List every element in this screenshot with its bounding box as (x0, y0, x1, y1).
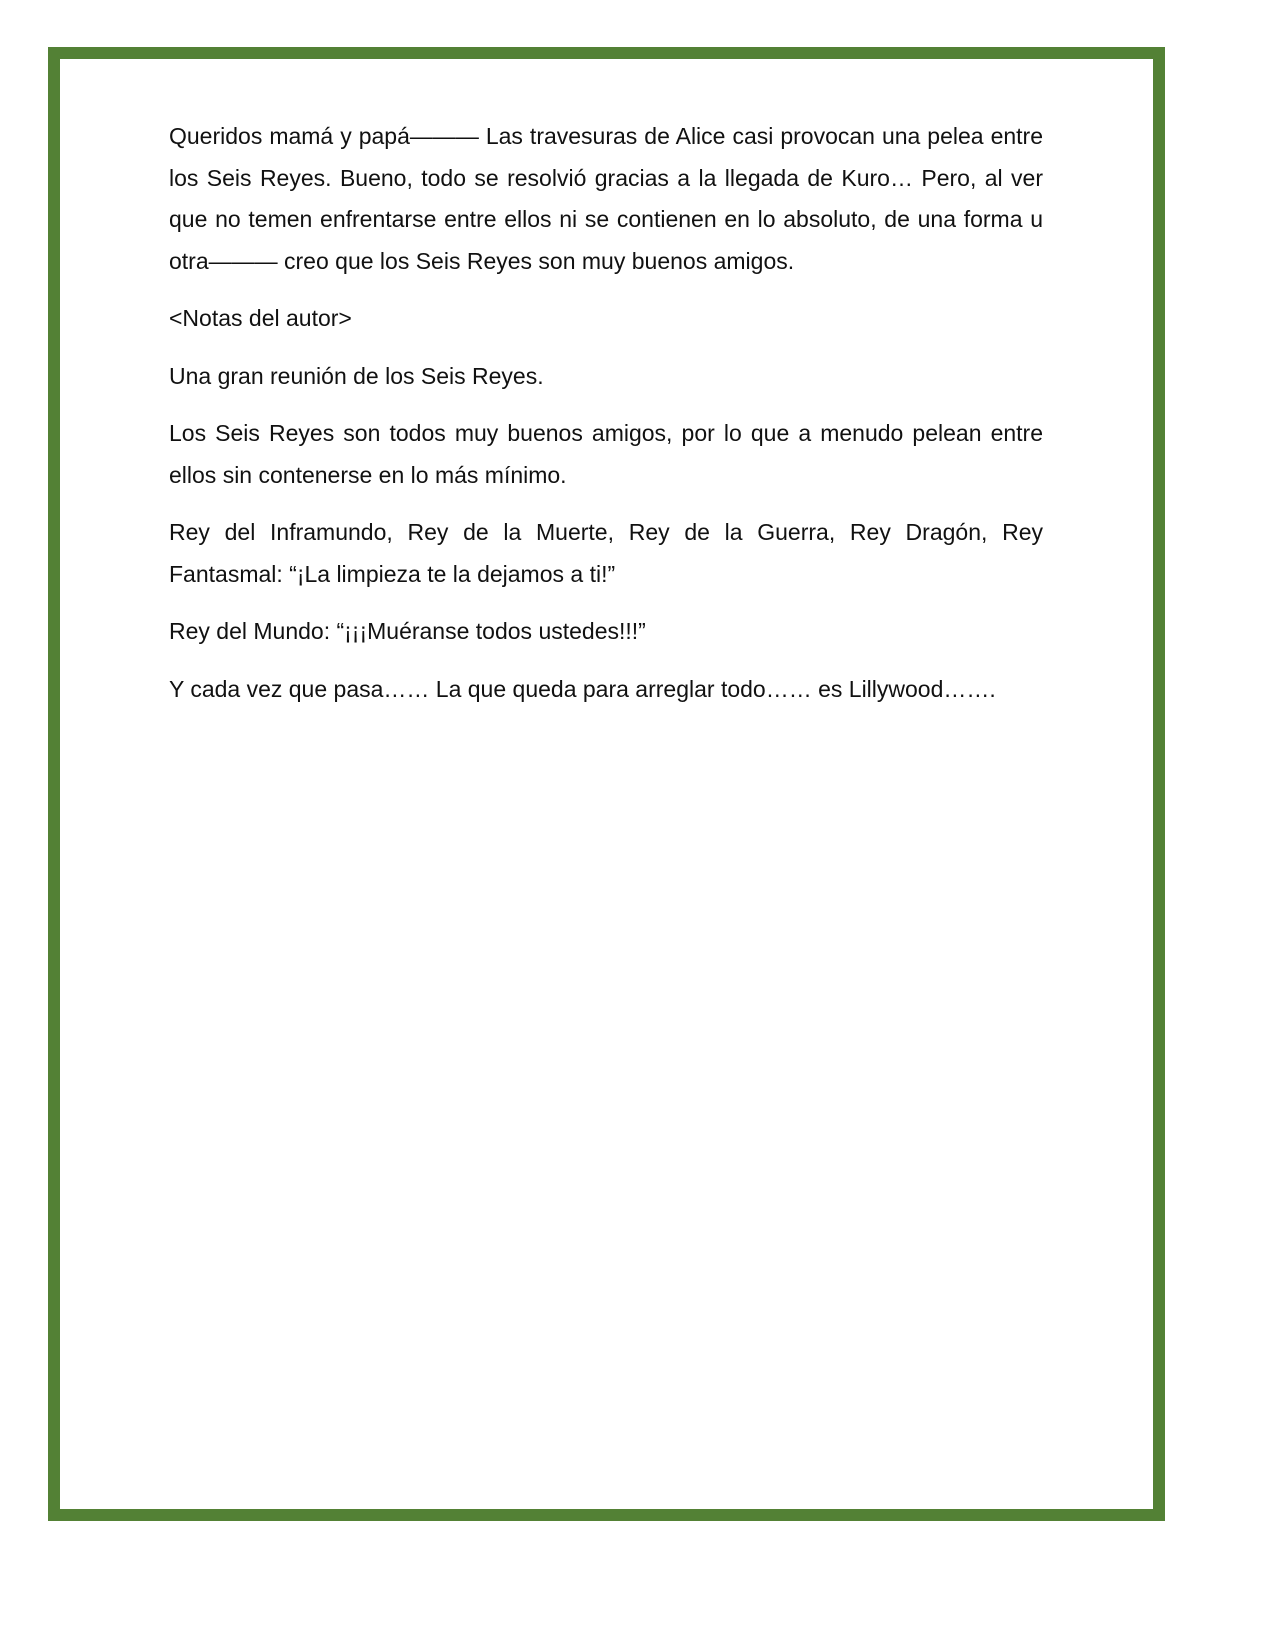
document-body (169, 116, 1043, 726)
paragraph-author-notes-heading: <Notas del autor> (169, 305, 352, 331)
paragraph-lillywood: Y cada vez que pasa…… La que queda para arreglar todo…… es Lillywood……. (169, 675, 996, 702)
paragraph-letter: Queridos mamá y papá——— Las travesuras de Alice casi provocan una pelea entre los Seis Reyes. Bueno, todo se resolvió gracias a la llegada de Kuro… Pero, al ver que no temen enfrentarse entre ellos ni se contienen en lo absoluto, de una forma u otra——— creo que los Seis Reyes son muy buenos amigos. (169, 123, 1043, 274)
paragraph-world-king-quote: Rey del Mundo: “¡¡¡Muéranse todos ustedes!!!” (169, 618, 646, 644)
paragraph-friends: Los Seis Reyes son todos muy buenos amigos, por lo que a menudo pelean entre ellos sin contenerse en lo más mínimo. (169, 420, 1043, 488)
paragraph-kings-quote: Rey del Inframundo, Rey de la Muerte, Rey de la Guerra, Rey Dragón, Rey Fantasmal: “¡La limpieza te la dejamos a ti!” (169, 519, 1043, 587)
paragraph-meeting: Una gran reunión de los Seis Reyes. (169, 362, 544, 389)
